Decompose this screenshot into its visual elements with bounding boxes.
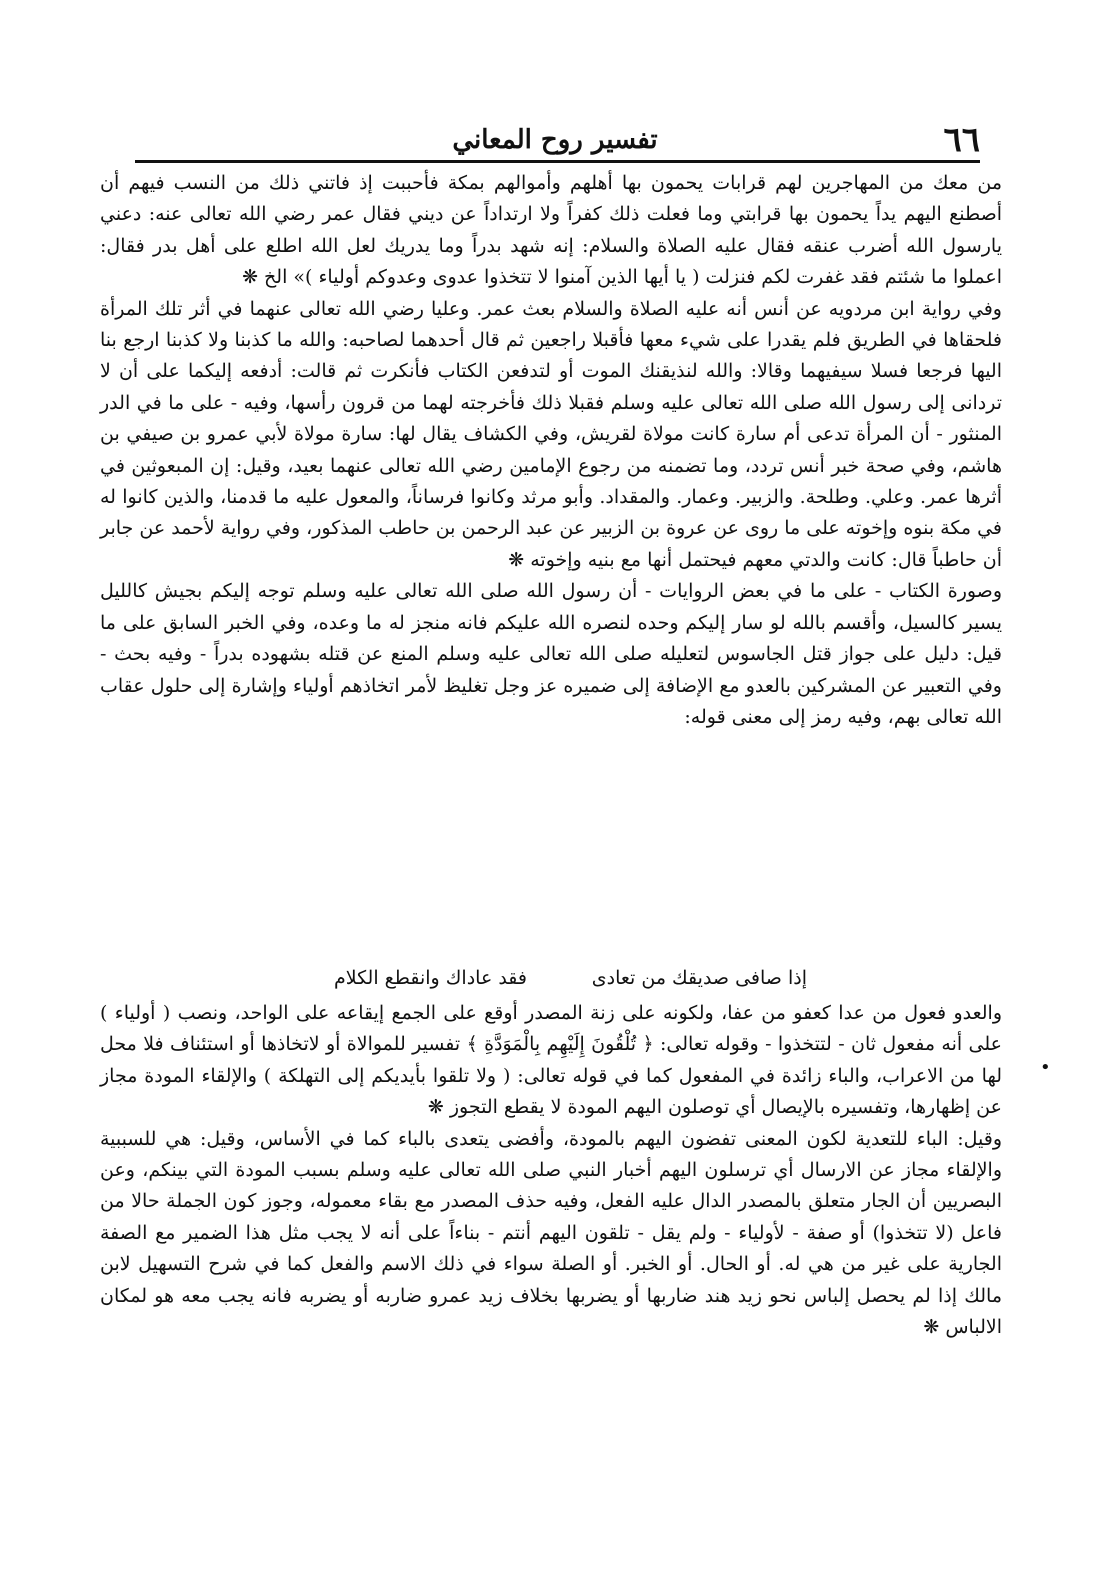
body-text-upper xyxy=(100,168,1002,733)
page-header xyxy=(130,110,980,166)
running-title: تفسير روح المعاني xyxy=(452,125,658,155)
paragraph-4: والعدو فعول من عدا كعفو من عفا، ولكونه على زنة المصدر أوقع على الجمع إيقاعه على الواحد، ونصب ( أولياء ) على أنه مفعول ثان - لتتخذوا - وقوله تعالى: ﴿ تُلْقُونَ إِلَيْهِم بِالْمَوَدَّةِ ﴾ تفسير للموالاة أو لاتخاذها أو استئناف فلا محل لها من الاعراب، والباء زائدة في المفعول كما في قوله تعالى: ( ولا تلقوا بأيديكم إلى التهلكة ) والإلقاء المودة مجاز عن إظهارها، وتفسيره بالإيصال أي توصلون اليهم المودة لا يقطع التجوز ❋ xyxy=(100,1002,1002,1119)
poem-second-hemistich: فقد عاداك وانقطع الكلام xyxy=(333,967,527,989)
page-number: ٦٦ xyxy=(943,120,980,160)
paragraph-5: وقيل: الباء للتعدية لكون المعنى تفضون اليهم بالمودة، وأفضى يتعدى بالباء كما في الأساس، وقيل: هي للسببية والإلقاء مجاز عن الارسال أي ترسلون اليهم أخبار النبي صلى الله تعالى عليه وسلم بسبب المودة التي بينكم، وعن البصريين أن الجار متعلق بالمصدر الدال عليه الفعل، وفيه حذف المصدر مع بقاء معموله، وجوز كون الجملة حالا من فاعل (لا تتخذوا) أو صفة - لأولياء - ولم يقل - تلقون اليهم أنتم - بناءاً على أنه لا يجب مثل هذا الضمير مع الصفة الجارية على غير من هي له. أو الحال. أو الخبر. أو الصلة سواء في ذلك الاسم والفعل كما في شرح التسهيل لابن مالك إذا لم يحصل إلباس نحو زيد هند ضاربها أو يضربها بخلاف زيد عمرو ضاربه أو يضربه فانه يجب معه هو لمكان الالباس ❋ xyxy=(100,1127,1002,1339)
paragraph-2: وفي رواية ابن مردويه عن أنس أنه عليه الصلاة والسلام بعث عمر. وعليا رضي الله تعالى عنهما في أثر تلك المرأة فلحقاها في الطريق فلم يقدرا على شيء معها فأقبلا راجعين ثم قال أحدهما لصاحبه: والله ما كذبنا ولا كذبنا ارجع بنا اليها فرجعا فسلا سيفيهما وقالا: والله لنذيقنك الموت أو لتدفعن الكتاب فأنكرت ثم قالت: أدفعه إليكما على أن لا تردانى إلى رسول الله صلى الله تعالى عليه وسلم فقبلا ذلك فأخرجته لهما من قرون رأسها، وفيه - على ما في الدر المنثور - أن المرأة تدعى أم سارة كانت مولاة لقريش، وفي الكشاف يقال لها: سارة مولاة لأبي عمرو بن صيفي بن هاشم، وفي صحة خبر أنس تردد، وما تضمنه من رجوع الإمامين رضي الله تعالى عنهما بعيد، وقيل: إن المبعوثين في أثرها عمر. وعلي. وطلحة. والزبير. وعمار. والمقداد. وأبو مرثد وكانوا فرساناً، والمعول عليه ما قدمنا، والذين كانوا له في مكة بنوه وإخوته على ما روى عن عروة بن الزبير عن عبد الرحمن بن حاطب المذكور، وفي رواية لأحمد عن جابر أن حاطباً قال: كانت والدتي معهم فيحتمل أنها مع بنيه وإخوته ❋ xyxy=(100,297,1003,571)
poem-first-hemistich: إذا صافى صديقك من تعادى xyxy=(591,967,807,989)
margin-mark: • xyxy=(1040,1057,1051,1078)
paragraph-3: وصورة الكتاب - على ما في بعض الروايات - أن رسول الله صلى الله تعالى عليه وسلم توجه إليكم بجيش كالليل يسير كالسيل، وأقسم بالله لو سار إليكم وحده لنصره الله عليكم فانه منجز له ما وعده، وفي الخبر السابق على ما قيل: دليل على جواز قتل الجاسوس لتعليله صلى الله تعالى عليه وسلم المنع عن قتله بشهوده بدراً - وفيه بحث - وفي التعبير عن المشركين بالعدو مع الإضافة إلى ضميره عز وجل تغليظ لأمر اتخاذهم أولياء وإشارة إلى حلول عقاب الله تعالى بهم، وفيه رمز إلى معنى قوله: xyxy=(100,580,1002,728)
body-text-lower xyxy=(100,998,1002,1343)
header-rule xyxy=(135,160,980,163)
poem-verse xyxy=(100,962,1002,994)
paragraph-1: من معك من المهاجرين لهم قرابات يحمون بها أهلهم وأموالهم بمكة فأحببت إذ فاتني ذلك من النسب فيهم أن أصطنع اليهم يداً يحمون بها قرابتي وما فعلت ذلك كفراً ولا ارتداداً عن ديني فقال عمر رضي الله تعالى عنه: دعني يارسول الله أضرب عنقه فقال عليه الصلاة والسلام: إنه شهد بدراً وما يدريك لعل الله اطلع على أهل بدر فقال: اعملوا ما شئتم فقد غفرت لكم فنزلت ( يا أيها الذين آمنوا لا تتخذوا عدوى وعدوكم أولياء )» الخ ❋ xyxy=(100,172,1002,289)
